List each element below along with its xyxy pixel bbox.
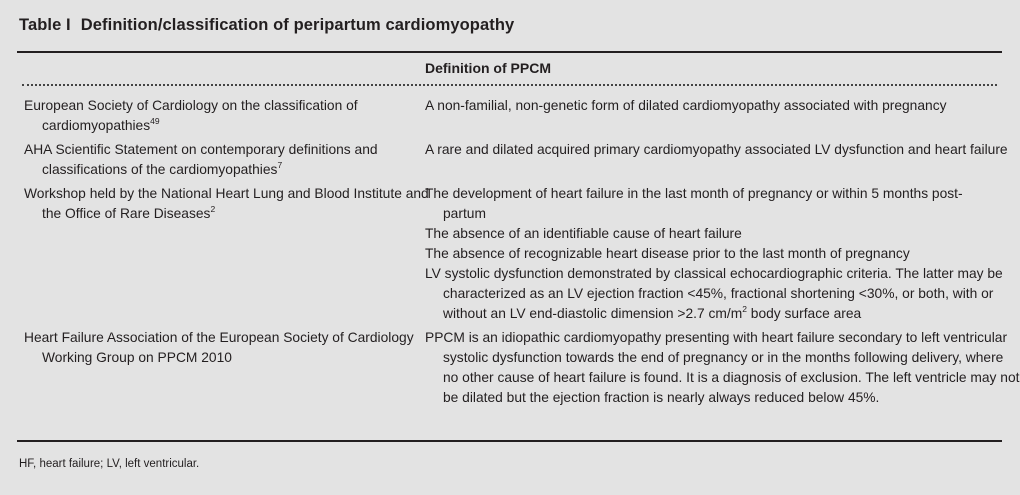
bottom-rule	[17, 440, 1002, 442]
row-4-source-text: Heart Failure Association of the European Society of Cardiology Working Group on PPCM 2010	[24, 330, 414, 365]
row-3-definition-1: The development of heart failure in the last month of pregnancy or within 5 months post-partum	[425, 186, 963, 221]
row-1-definition-1: A non-familial, non-genetic form of dilated cardiomyopathy associated with pregnancy	[425, 98, 947, 113]
row-2-definition-1: A rare and dilated acquired primary cardiomyopathy associated LV dysfunction and heart failure	[425, 142, 1008, 157]
column-header-definition: Definition of PPCM	[425, 60, 551, 76]
table-title-text: Definition/classification of peripartum cardiomyopathy	[80, 16, 515, 34]
row-3-source-text: Workshop held by the National Heart Lung and Blood Institute and the Office of Rare Diseases	[24, 186, 429, 221]
row-1-source	[24, 96, 432, 136]
table-title	[19, 16, 514, 35]
row-1-definition	[425, 96, 1020, 116]
row-3-source	[24, 184, 432, 224]
row-4-source	[24, 328, 432, 368]
row-3-definition	[425, 184, 1003, 324]
row-1-source-ref: 49	[150, 116, 160, 126]
row-1-source-text: European Society of Cardiology on the classification of cardiomyopathies	[24, 98, 358, 133]
row-3-source-ref: 2	[210, 204, 216, 214]
row-2-source-ref: 7	[277, 160, 283, 170]
top-rule	[17, 51, 1002, 53]
header-dotted-rule	[22, 84, 997, 86]
row-2-source-text: AHA Scientific Statement on contemporary definitions and classifications of the cardiomyopathies	[24, 142, 378, 177]
row-3-definition-4-tail: body surface area	[746, 306, 862, 321]
row-4-definition	[425, 328, 1020, 408]
row-4-definition-1: PPCM is an idiopathic cardiomyopathy presenting with heart failure secondary to left ventricular systolic dysfunction towards the end of pregnancy or in the months following delivery, where no other cause of heart failure is found. It is a diagnosis of exclusion. The left ventricle may not be dilated but the ejection fraction is nearly always reduced below 45%.	[425, 330, 1020, 405]
row-3-definition-3: The absence of recognizable heart disease prior to the last month of pregnancy	[425, 246, 910, 261]
row-3-definition-2: The absence of an identifiable cause of heart failure	[425, 226, 742, 241]
table-label: Table I	[19, 16, 71, 34]
table-footnote: HF, heart failure; LV, left ventricular.	[19, 458, 200, 470]
row-3-definition-4-sup: 2	[742, 304, 747, 314]
row-2-source	[24, 140, 432, 180]
row-3-definition-4-text: LV systolic dysfunction demonstrated by classical echocardiographic criteria. The latter may be characterized as an LV ejection fraction <45%, fractional shortening <30%, or both, with or without an LV end-diastolic dimension >2.7 cm/m	[425, 266, 1003, 321]
row-2-definition	[425, 140, 1020, 160]
row-3-definition-4	[425, 264, 1003, 324]
